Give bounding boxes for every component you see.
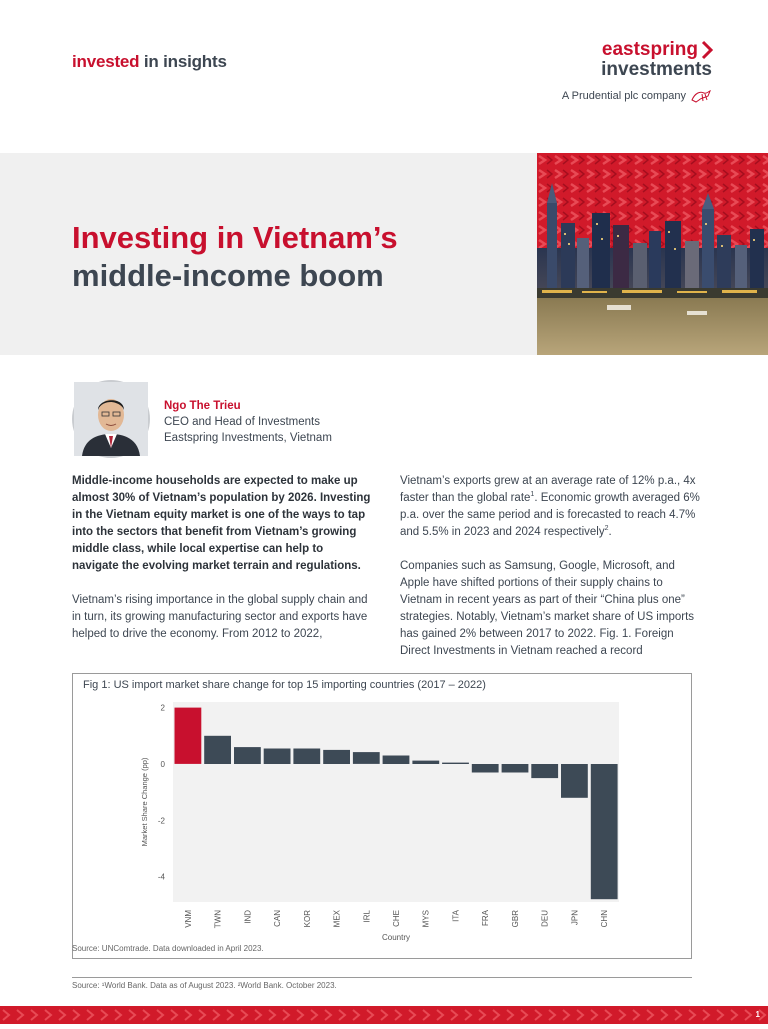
footnote-ref-1: 1 bbox=[530, 491, 535, 499]
title-line-1: Investing in Vietnam’s bbox=[72, 220, 398, 255]
bar-gbr bbox=[502, 764, 529, 773]
footer-divider bbox=[72, 977, 692, 978]
x-tick-label: DEU bbox=[540, 910, 550, 927]
bar-twn bbox=[204, 736, 231, 764]
author-name: Ngo The Trieu bbox=[164, 400, 241, 412]
chevron-mark-icon bbox=[702, 41, 712, 59]
prudential-emblem-icon bbox=[690, 88, 712, 104]
x-tick-label: VNM bbox=[183, 910, 193, 928]
eastspring-logo bbox=[562, 40, 712, 104]
page-number: 1 bbox=[755, 1010, 760, 1019]
body-column-right bbox=[400, 473, 700, 677]
x-tick-label: CHN bbox=[600, 910, 610, 928]
hero-banner bbox=[0, 153, 768, 355]
title-line-2: middle-income boom bbox=[72, 258, 384, 293]
brand-invested: invested bbox=[72, 52, 140, 71]
bar-irl bbox=[353, 752, 380, 764]
y-tick-label: 0 bbox=[160, 759, 165, 769]
brand-invested-in-insights bbox=[72, 52, 227, 72]
para2-text-a: Vietnam’s exports grew at an average rate of 12% p.a., 4x faster than the global rate bbox=[400, 475, 696, 504]
body-paragraph-3: Companies such as Samsung, Google, Microsoft, and Apple have shifted portions of their supply chains to Vietnam in recent years as part of their “China plus one” strategies. Notably, Vietnam’s market share of US imports has gained 2% between 2017 to 2022. Fig. 1. Foreign Direct Investments in Vietnam reached a record bbox=[400, 560, 695, 657]
bar-chart bbox=[141, 702, 621, 942]
para2-text-b: . Economic growth averaged 6% p.a. over the same period and is forecasted to reach 4.7% and 5.5% in 2023 and 2024 respectively bbox=[400, 492, 700, 538]
bottom-chevron-bar bbox=[0, 1006, 768, 1024]
y-tick-label: -2 bbox=[157, 816, 165, 826]
plot-area bbox=[173, 702, 619, 902]
bar-fra bbox=[472, 764, 499, 773]
author-role: CEO and Head of Investments bbox=[164, 416, 320, 428]
body-paragraph-1: Vietnam’s rising importance in the global supply chain and in turn, its growing manufacturing sector and exports have helped to drive the economy. From 2012 to 2022, bbox=[72, 594, 368, 640]
author-org: Eastspring Investments, Vietnam bbox=[164, 432, 332, 444]
x-tick-label: CHE bbox=[392, 910, 401, 927]
brand-insights: in insights bbox=[139, 52, 227, 71]
x-tick-label: TWN bbox=[213, 910, 223, 929]
logo-eastspring-text: eastspring bbox=[601, 39, 698, 60]
bar-mys bbox=[412, 761, 439, 764]
figure-source: Source: UNComtrade. Data downloaded in April 2023. bbox=[72, 944, 264, 953]
bar-che bbox=[383, 756, 410, 765]
x-tick-label: JPN bbox=[570, 910, 580, 926]
bar-can bbox=[264, 749, 291, 765]
figure-title: Fig 1: US import market share change for top 15 importing countries (2017 – 2022) bbox=[83, 679, 486, 691]
bar-deu bbox=[531, 764, 558, 778]
bar-vnm bbox=[175, 708, 202, 764]
x-tick-label: IRL bbox=[362, 910, 372, 923]
footer-source: Source: ¹World Bank. Data as of August 2023. ²World Bank. October 2023. bbox=[72, 981, 337, 990]
body-paragraph-2 bbox=[400, 473, 700, 541]
x-tick-label: MEX bbox=[332, 910, 342, 928]
logo-investments-text: investments bbox=[601, 59, 712, 80]
page-title bbox=[72, 219, 398, 295]
bar-ind bbox=[234, 747, 261, 764]
lead-paragraph: Middle-income households are expected to make up almost 30% of Vietnam’s population by 2026. Investing in the Vietnam equity market is one of the ways to tap into the sectors that benefit from Vietnam’s growing middle class, while local expertise can help to navigate the evolving market terrain and regulations. bbox=[72, 475, 371, 572]
x-tick-label: IND bbox=[243, 910, 253, 924]
x-tick-label: CAN bbox=[273, 910, 283, 927]
bar-ita bbox=[442, 763, 469, 764]
y-tick-label: 2 bbox=[160, 703, 165, 713]
x-tick-label: MYS bbox=[421, 910, 431, 928]
logo-tagline: A Prudential plc company bbox=[561, 90, 686, 102]
x-tick-label: GBR bbox=[510, 910, 520, 928]
author-info bbox=[164, 398, 332, 446]
bar-jpn bbox=[561, 764, 588, 798]
body-column-left bbox=[72, 473, 372, 660]
x-tick-label: ITA bbox=[451, 910, 461, 922]
x-tick-label: FRA bbox=[481, 910, 491, 926]
para2-text-c: . bbox=[608, 526, 612, 538]
figure-box bbox=[72, 673, 692, 959]
bar-kor bbox=[293, 749, 320, 765]
y-axis-label: Market Share Change (pp) bbox=[140, 757, 149, 847]
x-tick-label: KOR bbox=[302, 910, 312, 928]
author-avatar bbox=[72, 380, 150, 458]
bar-mex bbox=[323, 750, 350, 764]
saigon-skyline-image bbox=[537, 153, 768, 355]
bar-chn bbox=[591, 764, 618, 899]
footnote-ref-2: 2 bbox=[604, 525, 609, 533]
x-axis-label: Country bbox=[381, 933, 411, 942]
y-tick-label: -4 bbox=[157, 872, 165, 882]
